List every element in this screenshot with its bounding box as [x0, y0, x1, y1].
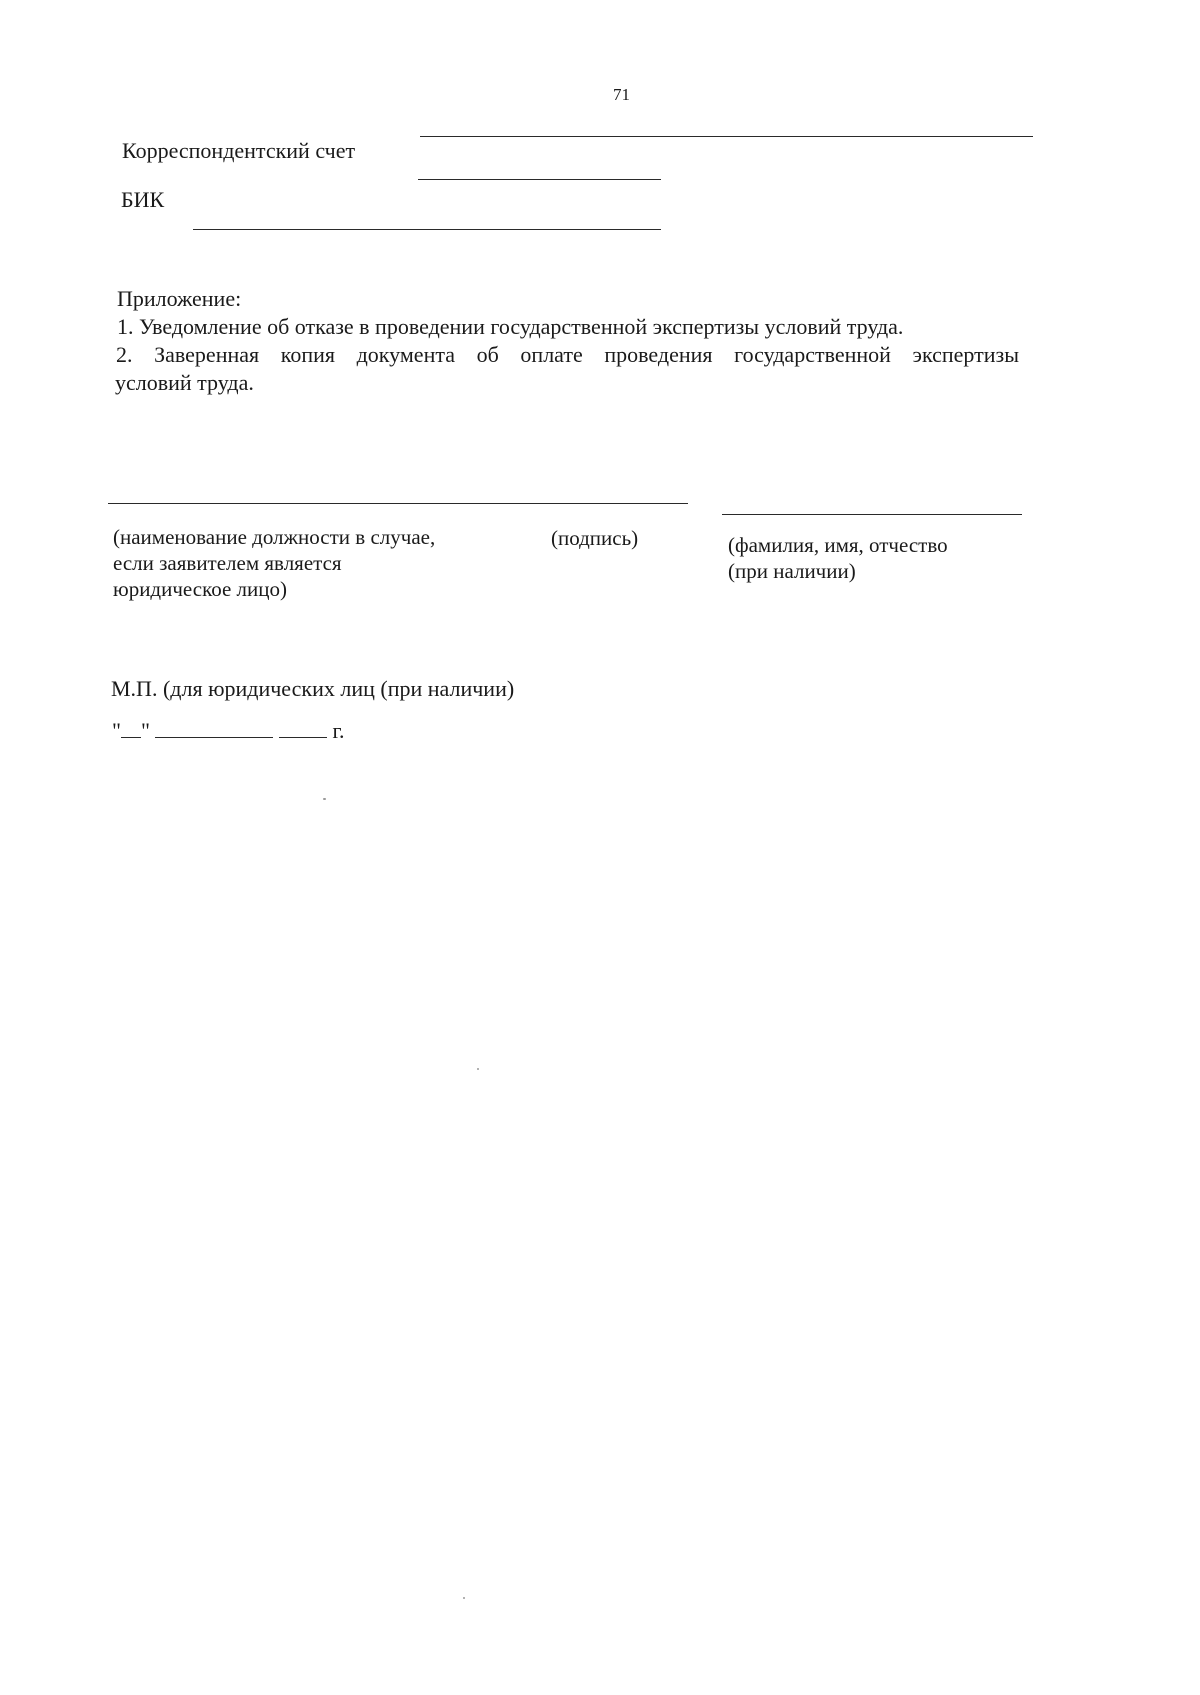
corr-account-field-line[interactable] [418, 179, 661, 180]
bik-label: БИК [121, 187, 165, 212]
date-field [112, 718, 345, 744]
scan-speck [323, 798, 326, 800]
position-caption-line-1: (наименование должности в случае, [113, 525, 436, 549]
appendix-item-1: 1. Уведомление об отказе в проведении государственной экспертизы условий труда. [117, 313, 904, 339]
appendix-section [117, 285, 1017, 397]
full-name-line[interactable] [722, 514, 1022, 515]
date-close-quote: " [140, 718, 150, 743]
position-caption-line-2: если заявителем является [113, 551, 342, 576]
date-open-quote: " [112, 718, 121, 743]
date-year-field[interactable] [279, 719, 327, 738]
scan-speck [477, 1068, 479, 1070]
full-name-caption-line-1: (фамилия, имя, отчество [728, 533, 948, 557]
field-line-previous [420, 136, 1033, 137]
page-number: 71 [613, 85, 630, 104]
appendix-heading: Приложение: [117, 286, 242, 311]
full-name-caption-line-2: (при наличии) [728, 559, 856, 584]
scan-speck [463, 1597, 465, 1599]
position-caption [113, 524, 435, 602]
appendix-item-2-line-2: условий труда. [115, 369, 254, 395]
position-caption-line-3: юридическое лицо) [113, 577, 287, 602]
signature-caption: (подпись) [551, 526, 639, 550]
position-signature-line[interactable] [108, 503, 688, 504]
appendix-item-2-line-1: 2. Заверенная копия документа об оплате проведения государственной экспертизы [116, 341, 1019, 367]
date-year-suffix: г. [332, 718, 345, 743]
corr-account-label: Корреспондентский счет [122, 138, 356, 163]
date-day-field[interactable] [121, 719, 141, 738]
stamp-label: М.П. (для юридических лиц (при наличии) [111, 676, 515, 701]
date-month-field[interactable] [155, 719, 273, 738]
bik-field-line[interactable] [193, 229, 661, 230]
full-name-caption [728, 532, 948, 584]
